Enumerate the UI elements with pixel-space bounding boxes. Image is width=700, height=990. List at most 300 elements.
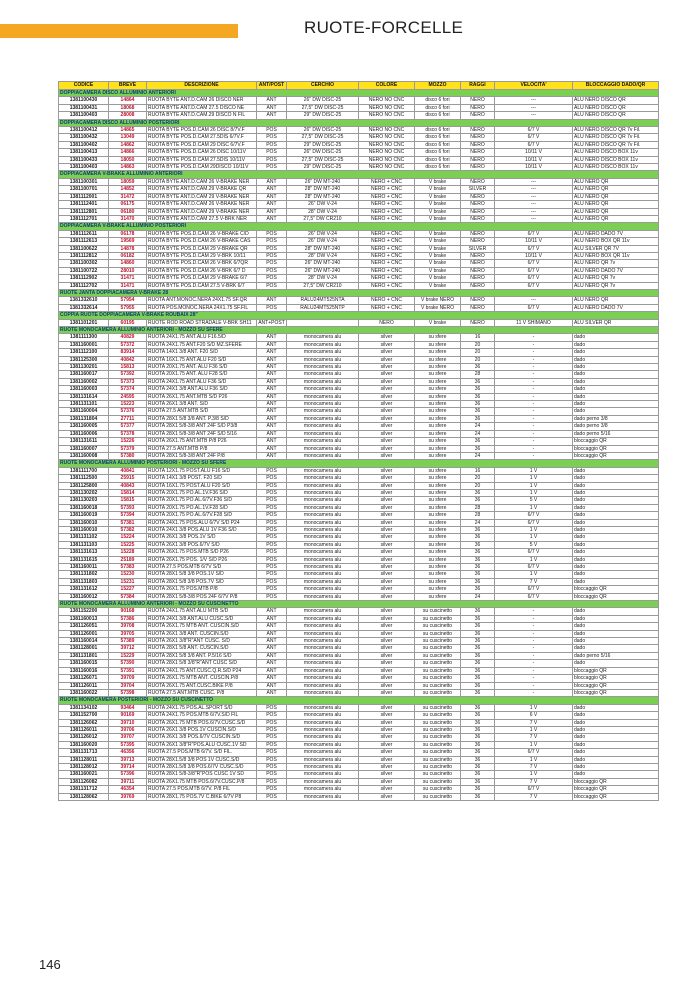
table-cell: monocamera alu bbox=[287, 608, 359, 615]
table-cell: 36 bbox=[461, 386, 495, 393]
table-cell: 6/7 V bbox=[495, 260, 573, 267]
table-row bbox=[59, 630, 659, 637]
table-cell: 1381128062 bbox=[59, 793, 109, 800]
table-cell: 36 bbox=[461, 786, 495, 793]
table-cell: monocamera alu bbox=[287, 467, 359, 474]
table-row bbox=[59, 593, 659, 600]
table-cell: POS bbox=[257, 586, 287, 593]
table-row bbox=[59, 712, 659, 719]
table-cell: 15814 bbox=[109, 489, 147, 496]
table-cell: monocamera alu bbox=[287, 438, 359, 445]
table-cell: silver bbox=[359, 741, 415, 748]
table-cell: dado bbox=[573, 630, 659, 637]
table-cell: silver bbox=[359, 571, 415, 578]
table-cell: ALU NERO DADO 7V bbox=[573, 230, 659, 237]
table-cell: dado bbox=[573, 578, 659, 585]
table-cell: 1381160011 bbox=[59, 564, 109, 571]
table-cell: silver bbox=[359, 667, 415, 674]
table-cell: monocamera alu bbox=[287, 793, 359, 800]
table-cell: 1381125300 bbox=[59, 356, 109, 363]
table-row bbox=[59, 556, 659, 563]
table-cell: bloccaggio QR bbox=[573, 438, 659, 445]
table-cell: --- bbox=[495, 208, 573, 215]
table-cell: ANT bbox=[257, 193, 287, 200]
table-cell: NERO bbox=[461, 134, 495, 141]
table-cell: 1381126071 bbox=[59, 675, 109, 682]
table-cell: silver bbox=[359, 512, 415, 519]
table-cell: monocamera alu bbox=[287, 741, 359, 748]
table-cell: POS bbox=[257, 786, 287, 793]
table-header-row bbox=[59, 82, 659, 90]
table-row bbox=[59, 756, 659, 763]
table-cell: ALU NERO DISCO BOX 11v bbox=[573, 149, 659, 156]
table-row bbox=[59, 97, 659, 104]
table-cell: bloccaggio QR bbox=[573, 793, 659, 800]
table-cell: 57381 bbox=[109, 519, 147, 526]
table-cell: ANT bbox=[257, 630, 287, 637]
table-cell: ANT bbox=[257, 615, 287, 622]
table-cell: 57379 bbox=[109, 445, 147, 452]
table-cell: su cuscinetto bbox=[415, 682, 461, 689]
table-cell: 57396 bbox=[109, 771, 147, 778]
table-cell: monocamera alu bbox=[287, 682, 359, 689]
table-cell: disco 6 fori bbox=[415, 141, 461, 148]
table-cell: 1381131101 bbox=[59, 401, 109, 408]
table-cell: 1381160018 bbox=[59, 504, 109, 511]
table-cell: 27,5" DW CR210 bbox=[287, 215, 359, 222]
table-cell: su sfere bbox=[415, 401, 461, 408]
table-cell: NERO + CNC bbox=[359, 238, 415, 245]
table-cell: su sfere bbox=[415, 541, 461, 548]
table-cell: V brake bbox=[415, 252, 461, 259]
table-cell: 1381131614 bbox=[59, 393, 109, 400]
table-cell: su sfere bbox=[415, 364, 461, 371]
table-cell: 57392 bbox=[109, 371, 147, 378]
table-cell: ANT bbox=[257, 645, 287, 652]
table-cell: silver bbox=[359, 438, 415, 445]
table-cell: silver bbox=[359, 793, 415, 800]
table-cell: dado bbox=[573, 719, 659, 726]
table-row bbox=[59, 638, 659, 645]
table-cell: silver bbox=[359, 608, 415, 615]
table-cell: 1381160022 bbox=[59, 689, 109, 696]
table-cell: dado bbox=[573, 497, 659, 504]
table-cell: NERO bbox=[461, 297, 495, 304]
table-cell: silver bbox=[359, 475, 415, 482]
table-cell: 36 bbox=[461, 615, 495, 622]
table-cell: 26" DW V-24 bbox=[287, 201, 359, 208]
table-cell: POS bbox=[257, 267, 287, 274]
table-cell: RUOTA 26X1.75 MTB POS.6/7V.CUSC.P/8 bbox=[147, 778, 257, 785]
table-cell: RUOTA ANT.MONOC.NERA 24X1.75 SF.QR bbox=[147, 297, 257, 304]
table-cell: RUOTA BYTE ANT.D.CAM.29 DISCO N FIL bbox=[147, 112, 257, 119]
table-cell: - bbox=[495, 689, 573, 696]
table-cell: su cuscinetto bbox=[415, 749, 461, 756]
table-cell: 1381112401 bbox=[59, 201, 109, 208]
table-cell: ANT bbox=[257, 689, 287, 696]
table-cell: 1381131804 bbox=[59, 415, 109, 422]
section-title: COPPIA RUOTE DOPPIACAMERA V-BRAKE ROUBAIX 28" bbox=[59, 312, 659, 319]
table-cell: - bbox=[495, 615, 573, 622]
table-cell: POS bbox=[257, 726, 287, 733]
table-cell: bloccaggio QR bbox=[573, 445, 659, 452]
table-cell: 1381126011 bbox=[59, 726, 109, 733]
column-header: COLORE bbox=[359, 82, 415, 90]
table-cell: 36 bbox=[461, 645, 495, 652]
table-cell: ANT bbox=[257, 208, 287, 215]
table-cell: 1 V bbox=[495, 534, 573, 541]
table-cell: disco 6 fori bbox=[415, 149, 461, 156]
table-cell: silver bbox=[359, 482, 415, 489]
table-cell: 7 V bbox=[495, 719, 573, 726]
table-cell: NERO + CNC bbox=[359, 178, 415, 185]
table-cell: su sfere bbox=[415, 571, 461, 578]
table-cell: 36 bbox=[461, 541, 495, 548]
table-cell: 27,5" DW DISC-25 bbox=[287, 104, 359, 111]
table-cell: 1381112801 bbox=[59, 208, 109, 215]
table-cell: 29" DW DISC-25 bbox=[287, 141, 359, 148]
table-cell: 7 V bbox=[495, 578, 573, 585]
table-row bbox=[59, 771, 659, 778]
table-cell: monocamera alu bbox=[287, 512, 359, 519]
table-cell: 1381112611 bbox=[59, 230, 109, 237]
table-cell: RUOTA 14X1 3/8 ANT. F20 S/D bbox=[147, 349, 257, 356]
table-cell: 28008 bbox=[109, 112, 147, 119]
table-cell: su cuscinetto bbox=[415, 741, 461, 748]
table-cell: RUOTA 24X1.75 ANT.ALU F16.5/D bbox=[147, 334, 257, 341]
table-cell: 7 V bbox=[495, 778, 573, 785]
table-cell: RUOTA 20X1.75 ANT. ALU F36 S/D bbox=[147, 364, 257, 371]
table-cell: 36 bbox=[461, 608, 495, 615]
table-cell: monocamera alu bbox=[287, 482, 359, 489]
table-cell: NERO bbox=[461, 304, 495, 311]
table-cell: RUOTA 26X1.75 MTB POS.6/7V.CUSC.S/D bbox=[147, 719, 257, 726]
table-cell: monocamera alu bbox=[287, 386, 359, 393]
table-cell: 26" DW MT-240 bbox=[287, 267, 359, 274]
table-cell: dado bbox=[573, 660, 659, 667]
table-row bbox=[59, 364, 659, 371]
table-cell: silver bbox=[359, 519, 415, 526]
table-cell: 36 bbox=[461, 734, 495, 741]
table-cell: 36 bbox=[461, 675, 495, 682]
table-cell: 29" DW DISC-25 bbox=[287, 112, 359, 119]
table-cell: 28" DW V-24 bbox=[287, 252, 359, 259]
table-cell: - bbox=[495, 638, 573, 645]
table-cell: ANT bbox=[257, 682, 287, 689]
table-cell: NERO bbox=[461, 164, 495, 171]
table-cell: silver bbox=[359, 541, 415, 548]
table-cell: RUOTA BYTE ANT.D.CAM 29 V-BRAKE NER bbox=[147, 193, 257, 200]
table-cell: 6/7 V bbox=[495, 786, 573, 793]
table-cell: silver bbox=[359, 364, 415, 371]
section-header-row bbox=[59, 171, 659, 178]
table-cell: RUOTA 27.5 ANT.MTB CUSC. P/8 bbox=[147, 689, 257, 696]
table-cell: 57382 bbox=[109, 526, 147, 533]
table-cell: ANT bbox=[257, 430, 287, 437]
table-cell: disco 6 fori bbox=[415, 112, 461, 119]
table-cell: NERO bbox=[461, 319, 495, 326]
table-cell: RUOTA 28X1 5/8-3/8 ANT 24F S/D P3/8 bbox=[147, 423, 257, 430]
table-row bbox=[59, 564, 659, 571]
table-cell: dado bbox=[573, 556, 659, 563]
table-row bbox=[59, 482, 659, 489]
table-cell: 1381100302 bbox=[59, 260, 109, 267]
table-cell: NERO NO CNC bbox=[359, 112, 415, 119]
table-cell: 36 bbox=[461, 630, 495, 637]
table-cell: 1381160005 bbox=[59, 423, 109, 430]
table-cell: ALU NERO QR bbox=[573, 208, 659, 215]
table-cell: POS bbox=[257, 238, 287, 245]
table-cell: 16 bbox=[461, 334, 495, 341]
table-cell: NERO + CNC bbox=[359, 230, 415, 237]
table-cell: monocamera alu bbox=[287, 364, 359, 371]
table-cell: 57394 bbox=[109, 512, 147, 519]
table-cell: RUOTA 27.5 ANT.MTB S/D bbox=[147, 408, 257, 415]
table-cell: 36 bbox=[461, 378, 495, 385]
table-cell: POS bbox=[257, 564, 287, 571]
table-row bbox=[59, 763, 659, 770]
table-row bbox=[59, 726, 659, 733]
table-cell: 36 bbox=[461, 393, 495, 400]
table-cell: RUOTA 26X1 3/8 POS.6/7V CUSCIN.S/D bbox=[147, 734, 257, 741]
section-title: DOPPIACAMERA V-BRAKE ALLUMINIO POSTERIORI bbox=[59, 223, 659, 230]
table-cell: NERO bbox=[461, 215, 495, 222]
table-cell: su cuscinetto bbox=[415, 719, 461, 726]
table-cell: ALU SILVER QR 7V bbox=[573, 245, 659, 252]
table-cell: 40841 bbox=[109, 467, 147, 474]
table-row bbox=[59, 134, 659, 141]
table-cell: NERO NO CNC bbox=[359, 156, 415, 163]
table-cell: monocamera alu bbox=[287, 378, 359, 385]
table-cell: RUOTA 16X1.75 ANT.ALU F20 S/D bbox=[147, 356, 257, 363]
table-cell: silver bbox=[359, 675, 415, 682]
table-cell: NERO NO CNC bbox=[359, 149, 415, 156]
table-cell: POS bbox=[257, 230, 287, 237]
table-cell: 5 V bbox=[495, 541, 573, 548]
table-cell: silver bbox=[359, 534, 415, 541]
table-cell: 1381152700 bbox=[59, 712, 109, 719]
table-cell: monocamera alu bbox=[287, 526, 359, 533]
table-cell: 1381134102 bbox=[59, 704, 109, 711]
table-cell: monocamera alu bbox=[287, 401, 359, 408]
table-cell: - bbox=[495, 652, 573, 659]
table-cell: 6 V bbox=[495, 712, 573, 719]
table-cell: su sfere bbox=[415, 556, 461, 563]
table-cell: SILVER bbox=[461, 186, 495, 193]
table-cell: silver bbox=[359, 452, 415, 459]
section-title: DOPPIACAMERA V-BRAKE ALLUMINIO ANTERIORI bbox=[59, 171, 659, 178]
table-cell: 1381131801 bbox=[59, 652, 109, 659]
table-cell: silver bbox=[359, 689, 415, 696]
table-cell: monocamera alu bbox=[287, 334, 359, 341]
table-cell: SILVER bbox=[461, 245, 495, 252]
table-cell: dado bbox=[573, 571, 659, 578]
table-cell: - bbox=[495, 341, 573, 348]
table-cell: monocamera alu bbox=[287, 763, 359, 770]
table-cell: 36 bbox=[461, 438, 495, 445]
table-cell: 26" DW DISC-25 bbox=[287, 97, 359, 104]
table-row bbox=[59, 586, 659, 593]
table-cell: 1381130202 bbox=[59, 489, 109, 496]
table-cell: POS bbox=[257, 141, 287, 148]
table-cell: POS bbox=[257, 260, 287, 267]
table-cell: ALU NERO DISCO BOX 11v bbox=[573, 164, 659, 171]
table-cell: 83914 bbox=[109, 349, 147, 356]
table-cell: RUOTA BYTE ANT.D.CAM 27.5 DISCO NE bbox=[147, 104, 257, 111]
table-cell: 6/7 V bbox=[495, 230, 573, 237]
table-cell: 1 V bbox=[495, 504, 573, 511]
table-row bbox=[59, 512, 659, 519]
table-cell: - bbox=[495, 430, 573, 437]
table-cell: NERO NO CNC bbox=[359, 97, 415, 104]
table-cell: ALU NERO DADO 7V bbox=[573, 267, 659, 274]
column-header: CODICE bbox=[59, 82, 109, 90]
table-cell: 6/7 V bbox=[495, 134, 573, 141]
table-cell: 1381131612 bbox=[59, 586, 109, 593]
table-cell: --- bbox=[495, 193, 573, 200]
section-header-row bbox=[59, 289, 659, 296]
table-cell: 36 bbox=[461, 526, 495, 533]
table-cell: 1381131713 bbox=[59, 749, 109, 756]
section-header-row bbox=[59, 223, 659, 230]
product-table-wrapper bbox=[58, 81, 658, 801]
table-cell: 1381101201 bbox=[59, 319, 109, 326]
table-cell: NERO bbox=[461, 112, 495, 119]
table-cell: - bbox=[495, 452, 573, 459]
table-body bbox=[59, 90, 659, 801]
table-cell: 60195 bbox=[109, 319, 147, 326]
table-cell: 36 bbox=[461, 445, 495, 452]
table-cell: dado bbox=[573, 749, 659, 756]
table-cell: - bbox=[495, 423, 573, 430]
table-cell: silver bbox=[359, 393, 415, 400]
table-cell: --- bbox=[495, 186, 573, 193]
table-cell: 1381130203 bbox=[59, 497, 109, 504]
table-row bbox=[59, 489, 659, 496]
table-cell: dado bbox=[573, 393, 659, 400]
table-cell: POS bbox=[257, 512, 287, 519]
table-cell: ALU NERO DISCO BOX 11v bbox=[573, 156, 659, 163]
table-cell: 36 bbox=[461, 556, 495, 563]
table-cell: 40842 bbox=[109, 356, 147, 363]
table-row bbox=[59, 541, 659, 548]
table-cell: silver bbox=[359, 423, 415, 430]
table-cell: monocamera alu bbox=[287, 541, 359, 548]
table-cell: 1381160004 bbox=[59, 408, 109, 415]
table-cell: 1 V bbox=[495, 571, 573, 578]
table-cell: su sfere bbox=[415, 334, 461, 341]
table-cell: 06175 bbox=[109, 201, 147, 208]
table-cell: su cuscinetto bbox=[415, 667, 461, 674]
table-cell: 28" DW MT-240 bbox=[287, 245, 359, 252]
table-cell: dado bbox=[573, 756, 659, 763]
table-cell: 1381100432 bbox=[59, 134, 109, 141]
table-cell: 1381112812 bbox=[59, 252, 109, 259]
table-cell: 36 bbox=[461, 763, 495, 770]
table-cell: su sfere bbox=[415, 452, 461, 459]
table-row bbox=[59, 341, 659, 348]
table-cell: POS bbox=[257, 504, 287, 511]
section-header-row bbox=[59, 460, 659, 467]
table-cell: dado bbox=[573, 349, 659, 356]
table-cell: RUOTA 24X1.75 POS.MTB 6/7V.S/D FIL bbox=[147, 712, 257, 719]
table-cell: RUOTA BYTE POS.D.CAM 27.5DIS 6/7V.F bbox=[147, 134, 257, 141]
table-cell: dado bbox=[573, 623, 659, 630]
table-cell: silver bbox=[359, 719, 415, 726]
table-row bbox=[59, 571, 659, 578]
table-cell: 6/7 V bbox=[495, 512, 573, 519]
table-cell: monocamera alu bbox=[287, 630, 359, 637]
table-cell: 10/11 V bbox=[495, 164, 573, 171]
table-cell: su cuscinetto bbox=[415, 615, 461, 622]
table-cell: dado bbox=[573, 734, 659, 741]
table-cell: 13049 bbox=[109, 134, 147, 141]
table-cell: RUOTA 28X1 5/8 3/8 ANT. P.3/8 S/D bbox=[147, 415, 257, 422]
table-cell: 36 bbox=[461, 401, 495, 408]
table-cell: dado perno 5/16 bbox=[573, 430, 659, 437]
table-cell: RUOTA BYTE POS.D.CAM 26 V-BRAKE CAS bbox=[147, 238, 257, 245]
table-cell: POS bbox=[257, 245, 287, 252]
table-cell: 24595 bbox=[109, 393, 147, 400]
table-cell: ALU NERO QR bbox=[573, 201, 659, 208]
table-cell: 36 bbox=[461, 564, 495, 571]
table-cell: NERO + CNC bbox=[359, 267, 415, 274]
table-cell: 39711 bbox=[109, 778, 147, 785]
table-row bbox=[59, 445, 659, 452]
table-cell: RUOTA 20X1.75 PO.AL.6/7V.F28 S/D bbox=[147, 512, 257, 519]
table-cell: RUOTA 26X1 3/8"R"ANT CUSC. S/D bbox=[147, 638, 257, 645]
table-cell: NERO + CNC bbox=[359, 215, 415, 222]
table-cell: su sfere bbox=[415, 586, 461, 593]
table-cell: su sfere bbox=[415, 504, 461, 511]
table-cell: 57955 bbox=[109, 304, 147, 311]
table-cell: 6/7 V bbox=[495, 519, 573, 526]
table-cell: 27,5" DW DISC-25 bbox=[287, 156, 359, 163]
table-cell: POS bbox=[257, 526, 287, 533]
table-cell: POS bbox=[257, 127, 287, 134]
table-cell: monocamera alu bbox=[287, 719, 359, 726]
table-row bbox=[59, 452, 659, 459]
table-row bbox=[59, 208, 659, 215]
table-cell: 36 bbox=[461, 497, 495, 504]
table-cell: ALU NERO DISCO QR bbox=[573, 97, 659, 104]
table-cell: monocamera alu bbox=[287, 586, 359, 593]
table-cell: NERO NO CNC bbox=[359, 127, 415, 134]
table-cell: 1381112702 bbox=[59, 282, 109, 289]
table-cell: 20 bbox=[461, 349, 495, 356]
table-cell: dado bbox=[573, 615, 659, 622]
table-cell: ALU NERO DADO 7V bbox=[573, 304, 659, 311]
table-cell: 1381111700 bbox=[59, 467, 109, 474]
table-row bbox=[59, 371, 659, 378]
table-row bbox=[59, 660, 659, 667]
table-cell: monocamera alu bbox=[287, 341, 359, 348]
table-cell: su sfere bbox=[415, 489, 461, 496]
table-cell: 26" DW MT-240 bbox=[287, 260, 359, 267]
table-cell: 39709 bbox=[109, 675, 147, 682]
section-header-row bbox=[59, 90, 659, 97]
table-cell: 6/7 V bbox=[495, 593, 573, 600]
table-cell: su cuscinetto bbox=[415, 645, 461, 652]
table-cell: 6/7 V bbox=[495, 127, 573, 134]
table-cell: monocamera alu bbox=[287, 504, 359, 511]
table-cell: RUOTA 26X1 3/8 POS.1V CUSCIN.S/D bbox=[147, 726, 257, 733]
table-cell: 1381131615 bbox=[59, 556, 109, 563]
table-cell: 90169 bbox=[109, 712, 147, 719]
table-cell: NERO bbox=[461, 97, 495, 104]
table-row bbox=[59, 378, 659, 385]
table-cell: dado bbox=[573, 704, 659, 711]
